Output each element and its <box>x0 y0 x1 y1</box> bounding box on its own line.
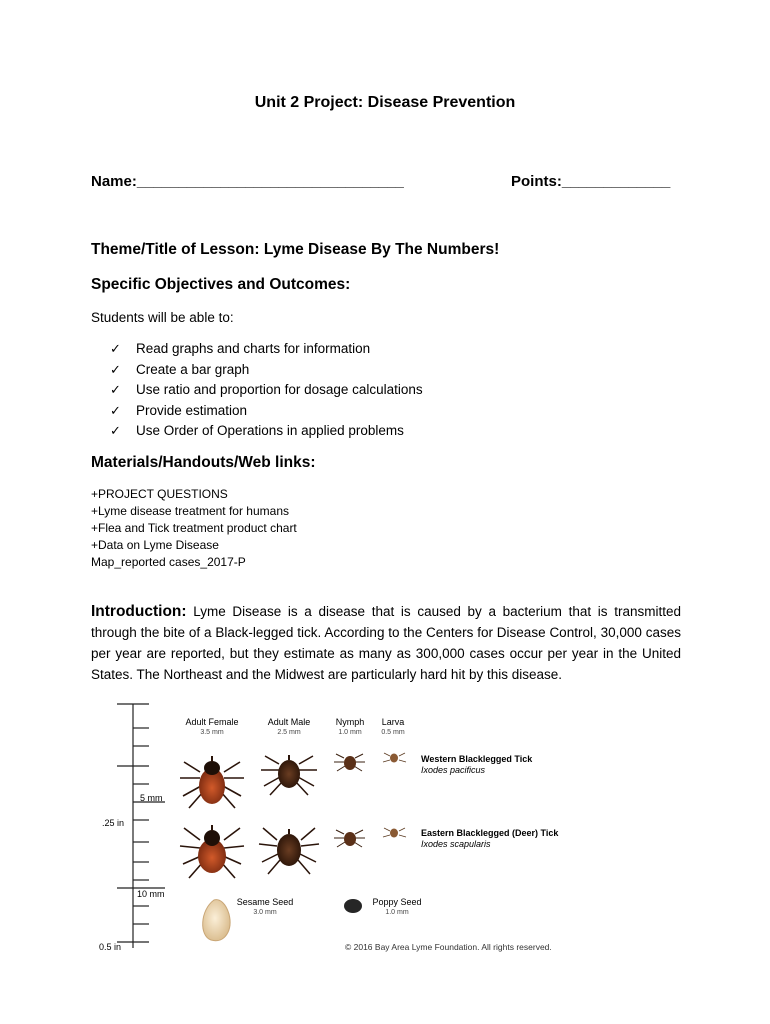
poppy-seed <box>344 899 362 913</box>
western-nymph-tick <box>334 754 365 771</box>
eastern-adult-male-tick <box>259 828 319 874</box>
western-tick-latin: Ixodes pacificus <box>421 765 486 775</box>
eastern-tick-latin: Ixodes scapularis <box>421 839 491 849</box>
name-blank[interactable]: ________________________________ <box>136 173 404 190</box>
eastern-nymph-tick <box>334 830 365 847</box>
stage-size: 3.5 mm <box>200 729 224 736</box>
points-label: Points: <box>511 173 562 190</box>
name-field <box>91 173 404 190</box>
introduction-lead: Introduction: <box>91 603 187 620</box>
list-item: ✓ Create a bar graph <box>110 360 423 381</box>
objectives-heading: Specific Objectives and Outcomes: <box>91 276 351 293</box>
seed-size: 1.0 mm <box>385 909 409 916</box>
list-item: +Flea and Tick treatment product chart <box>91 521 297 535</box>
list-item: ✓ Use ratio and proportion for dosage calculations <box>110 380 423 401</box>
list-item: ✓ Provide estimation <box>110 401 423 422</box>
ruler-05in: 0.5 in <box>99 942 122 952</box>
eastern-larva-tick <box>383 828 406 838</box>
check-icon: ✓ <box>110 341 121 356</box>
name-label: Name: <box>91 173 137 190</box>
lesson-theme: Theme/Title of Lesson: Lyme Disease By The Numbers! <box>91 241 500 258</box>
check-icon: ✓ <box>110 382 121 397</box>
stage-label: Larva <box>381 717 405 727</box>
list-item: +Data on Lyme Disease <box>91 538 219 552</box>
check-icon: ✓ <box>110 402 121 418</box>
list-item: +Lyme disease treatment for humans <box>91 504 289 518</box>
check-icon: ✓ <box>110 423 121 438</box>
points-blank[interactable]: _____________ <box>561 173 671 190</box>
check-icon: ✓ <box>110 361 121 377</box>
materials-heading: Materials/Handouts/Web links: <box>91 454 316 471</box>
list-item: ✓ Use Order of Operations in applied problems <box>110 421 423 442</box>
introduction-text: Lyme Disease is a disease that is caused by a bacterium that is transmitted through the bite of a Black-legged tick. According to the Centers for Disease Control, 30,000 cases per year are reported, but they estimate as many as 300,000 cases occur per year in the United States. The Northeast and the Midwest are particularly hard hit by this disease. <box>91 604 681 682</box>
stage-label: Adult Male <box>267 717 311 727</box>
western-adult-male-tick <box>261 755 317 795</box>
ruler <box>117 704 165 948</box>
stage-size: 1.0 mm <box>338 729 362 736</box>
list-item: Map_reported cases_2017-P <box>91 555 246 569</box>
objectives-list <box>110 339 423 442</box>
figure-copyright: © 2016 Bay Area Lyme Foundation. All rights reserved. <box>345 942 552 952</box>
seed-label: Poppy Seed <box>372 897 422 907</box>
list-item: ✓ Read graphs and charts for information <box>110 339 423 360</box>
objectives-intro: Students will be able to: <box>91 310 234 325</box>
stage-label: Adult Female <box>185 717 239 727</box>
points-field <box>511 173 670 190</box>
sesame-seed <box>203 900 230 941</box>
stage-size: 2.5 mm <box>277 729 301 736</box>
seed-label: Sesame Seed <box>236 897 294 907</box>
list-item: +PROJECT QUESTIONS <box>91 487 228 501</box>
tick-size-figure <box>85 700 605 960</box>
seed-size: 3.0 mm <box>253 909 277 916</box>
eastern-adult-female-tick <box>180 825 244 878</box>
eastern-tick-name: Eastern Blacklegged (Deer) Tick <box>421 828 559 838</box>
page-title: Unit 2 Project: Disease Prevention <box>254 94 516 111</box>
introduction-paragraph <box>91 601 681 685</box>
ruler-5mm: 5 mm <box>140 793 163 803</box>
ruler-10mm: 10 mm <box>137 889 165 899</box>
materials-list <box>91 486 297 571</box>
stage-size: 0.5 mm <box>381 729 405 736</box>
ruler-25in: .25 in <box>102 818 125 828</box>
western-adult-female-tick <box>180 756 244 808</box>
western-tick-name: Western Blacklegged Tick <box>421 754 533 764</box>
western-larva-tick <box>383 753 406 763</box>
stage-label: Nymph <box>335 717 365 727</box>
